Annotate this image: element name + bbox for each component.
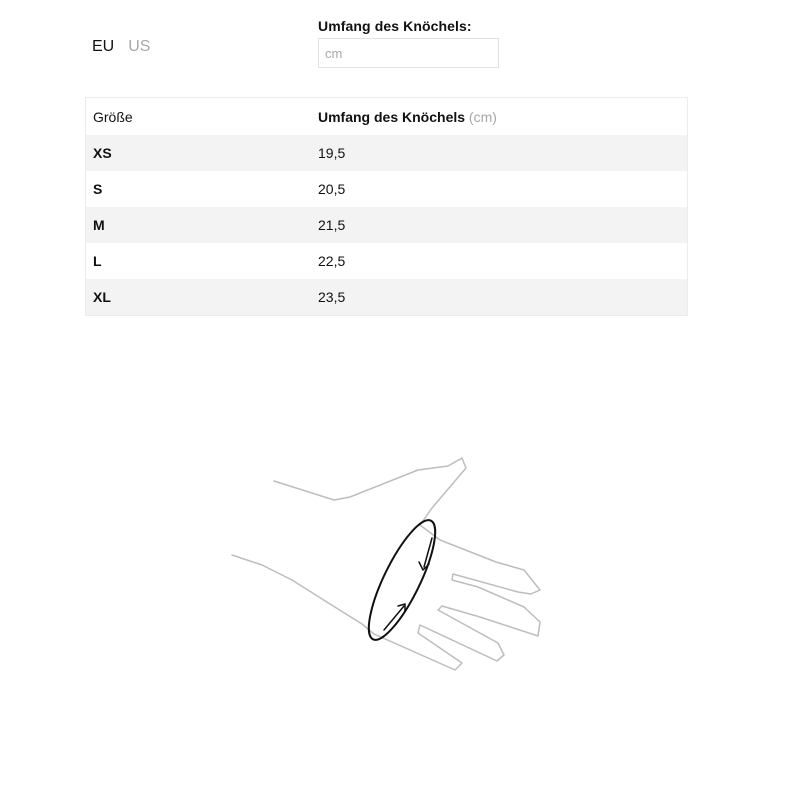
arrow-upper-head [419, 562, 429, 570]
arrow-lower [384, 606, 404, 630]
row-size: XS [93, 145, 112, 161]
row-value: 23,5 [318, 289, 346, 305]
measure-field-group [318, 18, 499, 68]
table-row [86, 279, 687, 315]
table-row [86, 171, 687, 207]
row-size: L [93, 253, 102, 269]
header-measure-unit: (cm) [468, 108, 497, 125]
size-table [85, 97, 688, 316]
arrow-lower-head [398, 604, 405, 611]
row-value: 21,5 [318, 217, 346, 233]
hand-outline [232, 458, 540, 670]
table-header-row [86, 98, 687, 135]
unit-eu-option[interactable]: EU [92, 38, 115, 55]
unit-toggle [92, 38, 150, 56]
row-size: XL [93, 289, 111, 305]
measuring-band [357, 513, 447, 647]
row-value: 22,5 [318, 253, 346, 269]
unit-us-option[interactable]: US [128, 38, 151, 55]
header-measure-label: Umfang des Knöchels [318, 108, 466, 125]
row-value: 19,5 [318, 145, 346, 161]
measure-label: Umfang des Knöchels: [318, 18, 472, 34]
table-row [86, 243, 687, 279]
table-row [86, 135, 687, 171]
wrist-circumference-input[interactable] [318, 38, 499, 68]
header-size: Größe [93, 108, 133, 125]
header-measure [311, 109, 687, 125]
arrow-upper [424, 538, 432, 567]
table-row [86, 207, 687, 243]
row-size: S [93, 181, 103, 197]
row-size: M [93, 217, 105, 233]
row-value: 20,5 [318, 181, 346, 197]
